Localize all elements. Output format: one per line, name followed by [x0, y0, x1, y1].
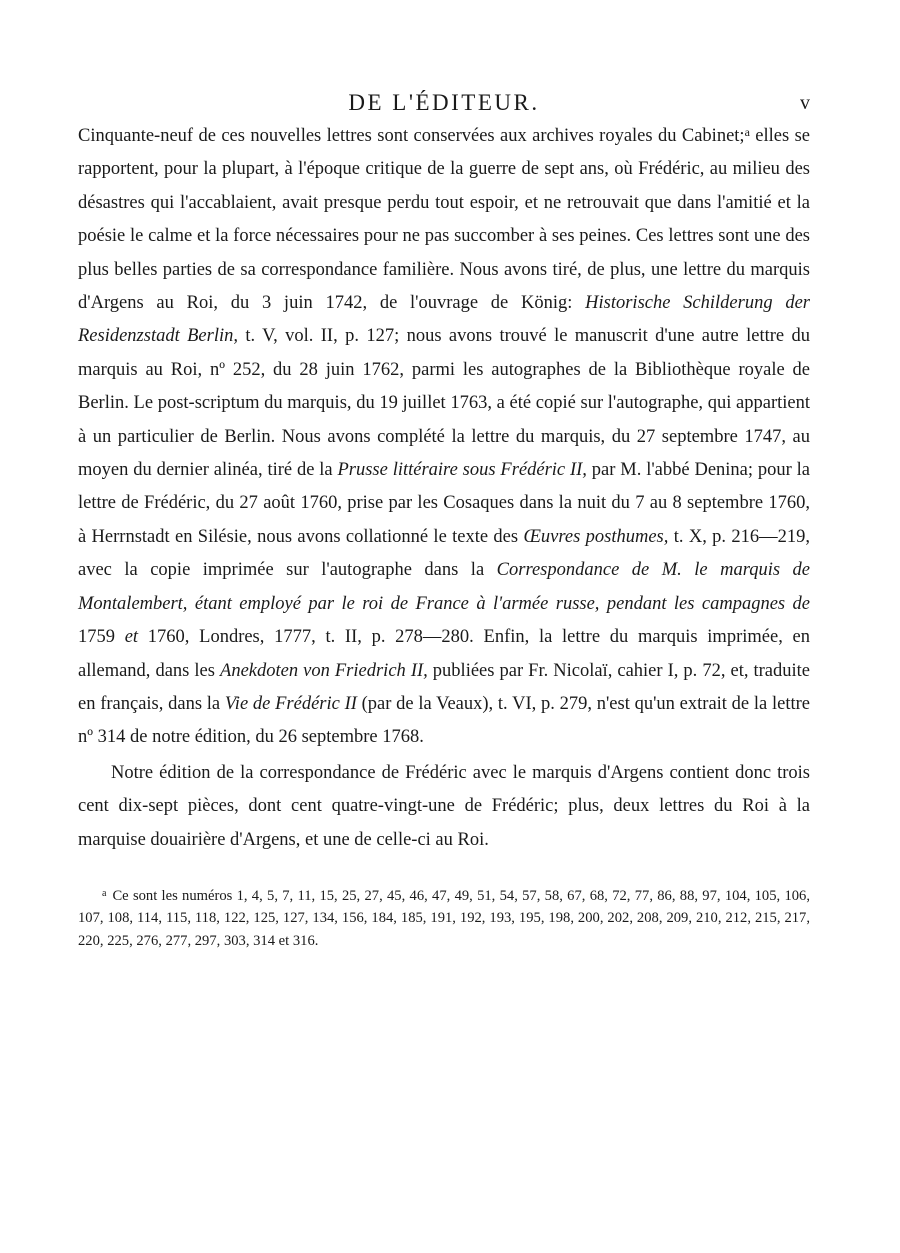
italic-title: Vie de Frédéric II	[224, 693, 357, 714]
text-run: publiées par Fr. Nicolaï, cahier I, p. 72, et, traduite en français, dans la	[78, 660, 810, 714]
footnote-text: Ce sont les numéros 1, 4, 5, 7, 11, 15, 25, 27, 45, 46, 47, 49, 51, 54, 57, 58, 67, 68, 72, 77, 86, 88, 97, 104, 105, 106, 107, 108, 114, 115, 118, 122, 125, 127, 134, 156, 184, 185, 191, 192, 193, 195, 198, 200, 202, 208, 209, 210, 212, 215, 217, 220, 225, 276, 277, 297, 303, 314 et 316.	[78, 887, 810, 949]
text-run: par M. l'abbé Denina; pour la lettre de Frédéric, du 27 août 1760, prise par les Cosaques dans la nuit du 7 au 8 septembre 1760, à Herrnstadt en Silésie, nous avons collationné le texte des	[78, 460, 810, 547]
page-number: v	[800, 92, 810, 114]
running-head	[78, 84, 810, 120]
text-run: Cinquante-neuf de ces nouvelles lettres sont conservées aux archives royales du Cabinet;	[78, 126, 745, 146]
document-page	[78, 84, 810, 952]
text-run: 1759	[78, 627, 125, 648]
italic-title: Correspondance de M. le marquis de Montalembert, étant employé par le roi de France à l'armée russe, pendant les campagnes de	[78, 560, 811, 614]
italic-title: Anekdoten von Friedrich II,	[220, 660, 428, 681]
footnote-mark: a	[102, 887, 107, 899]
paragraph-2	[78, 757, 810, 857]
italic-title: Œuvres posthumes,	[523, 526, 669, 547]
italic-title: et	[124, 627, 139, 648]
text-run: 1760, Londres, 1777, t. II, p. 278—280. Enfin, la lettre du marquis imprimée, en allemand, dans les	[78, 627, 810, 681]
text-run: t. X, p. 216—219, avec la copie imprimée sur l'autographe dans la	[78, 526, 811, 581]
footnote-reference: a	[744, 125, 750, 139]
body-text	[78, 120, 810, 857]
text-run: Notre édition de la correspondance de Frédéric avec le marquis d'Argens contient donc trois cent dix-sept pièces, dont cent quatre-vingt-une de Frédéric; plus, deux lettres du Roi à la marquise douairière d'Argens, et une de celle-ci au Roi.	[78, 762, 810, 850]
italic-title: Historische Schilderung der Residenzstadt Berlin,	[78, 293, 810, 347]
paragraph-1	[78, 120, 810, 755]
text-run: (par de la Veaux), t. VI, p. 279, n'est qu'un extrait de la lettre nº 314 de notre édition, du 26 septembre 1768.	[78, 693, 810, 748]
text-run: t. V, vol. II, p. 127; nous avons trouvé le manuscrit d'une autre lettre du marquis au Roi, nº 252, du 28 juin 1762, parmi les autographes de la Bibliothèque royale de Berlin. Le post-scriptum du marquis, du 19 juillet 1763, a été copié sur l'autographe, qui appartient à un particulier de Berlin. Nous avons complété la lettre du marquis, du 27 septembre 1747, au moyen du dernier alinéa, tiré de la	[78, 326, 811, 481]
text-run: elles se rapportent, pour la plupart, à l'époque critique de la guerre de sept ans, où Frédéric, au milieu des désastres qui l'accablaient, avait presque perdu tout espoir, et ne retrouvait que dans l'amitié et la poésie le calme et la force nécessaires pour ne pas succomber à ses peines. Ces lettres sont une des plus belles parties de sa correspondance familière. Nous avons tiré, de plus, une lettre du marquis d'Argens au Roi, du 3 juin 1742, de l'ouvrage de König:	[78, 126, 811, 314]
running-title: DE L'ÉDITEUR.	[348, 90, 540, 115]
footnote	[78, 885, 810, 953]
italic-title: Prusse littéraire sous Frédéric II,	[337, 460, 587, 481]
